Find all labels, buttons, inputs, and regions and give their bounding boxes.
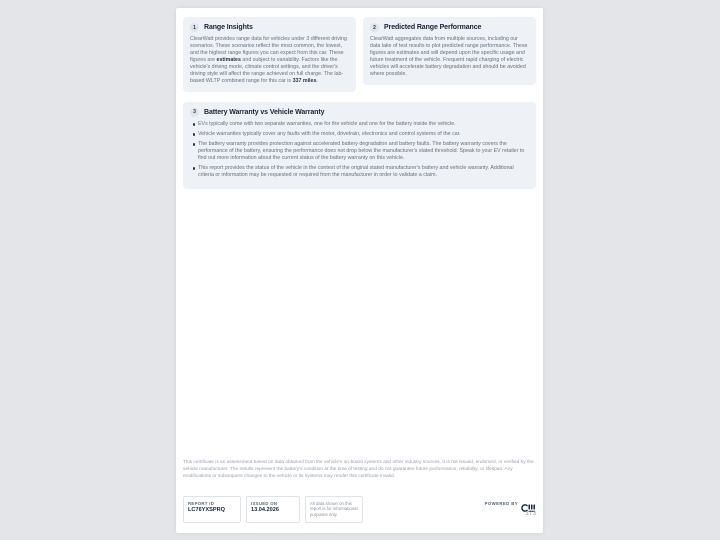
- section-number-badge: 2: [370, 23, 379, 32]
- info-note-box: [305, 496, 363, 523]
- certificate-disclaimer: This certificate is an assessment based on data obtained from the vehicle's on-board systems and other industry sources. It is not issued, endorsed, or verified by the vehicle manufacturer. The results represent the battery's condition at the time of testing and do not guarantee future performance, reliability, or lifespan. Any modifications or subsequent changes to the vehicle or its systems may render this certificate invalid.: [183, 460, 534, 480]
- range-insights-header: [190, 23, 349, 32]
- info-note-text: All data shown on this report is for informational purposes only.: [310, 500, 358, 518]
- body-text: .: [316, 77, 318, 84]
- warranty-bullet: The battery warranty provides protection against accelerated battery degradation and battery faults. The battery warranty covers the performance of the battery, ensuring the performance does not drop below the manufacturer's stated threshold. Speak to your EV retailer to find out more information about the current status of the battery warranty on this vehicle.: [190, 141, 529, 162]
- section-number-badge: 3: [190, 108, 199, 117]
- issued-on-box: [246, 496, 300, 523]
- predicted-range-body: ClearWatt aggregates data from multiple sources, including our data lake of test results to plot predicted range performance. These figures are estimates and will depend upon the specific usage and future treatment of the vehicle. Frequent rapid charging of electric vehicles will accelerate battery degradation and should be avoided where possible.: [370, 36, 528, 77]
- page-indicator: 3 / 3: [525, 510, 536, 517]
- report-footer: [183, 496, 536, 523]
- predicted-range-header: [370, 23, 529, 32]
- section-number-badge: 1: [190, 23, 199, 32]
- warranty-bullet: This report provides the status of the vehicle in the context of the original stated manufacturer's battery and vehicle warranty. Additional criteria or information may be requested or required from the manufacturer in order to validate a claim.: [190, 165, 529, 179]
- range-insights-card: [183, 17, 356, 92]
- report-id-value: LC76YXSPRQ: [188, 507, 225, 513]
- issued-on-value: 13.04.2026: [251, 507, 279, 513]
- report-id-box: [183, 496, 241, 523]
- warranty-title: Battery Warranty vs Vehicle Warranty: [204, 108, 325, 116]
- predicted-range-title: Predicted Range Performance: [384, 24, 482, 31]
- body-text: and subject to variability. Factors like the vehicle's driving mode, climate control settings, and the driver's driving style will affect the range achieved on full charge. The lab-based WLTP combined range for this car is: [190, 56, 344, 84]
- warranty-header: [190, 108, 529, 117]
- warranty-bullet-list: [190, 121, 529, 179]
- wltp-range-value: 337 miles: [292, 77, 317, 84]
- range-insights-body: [190, 36, 349, 85]
- issued-on-label: ISSUED ON: [251, 500, 278, 506]
- range-insights-title: Range Insights: [204, 24, 253, 31]
- powered-by-row: [485, 499, 536, 507]
- body-text: ClearWatt provides range data for vehicles under 3 different driving scenarios. These scenarios reflect the most common, the lowest, and the highest range figures you can expect from this car. These figures are: [190, 36, 347, 63]
- top-cards-row: [183, 17, 536, 92]
- estimates-emphasis: estimates: [216, 56, 241, 63]
- warranty-bullet: EVs typically come with two separate warranties, one for the vehicle and one for the battery inside the vehicle.: [190, 121, 529, 128]
- warranty-bullet: Vehicle warranties typically cover any faults with the motor, drivetrain, electronics and control systems of the car.: [190, 131, 529, 138]
- clearwatt-logo-icon: [521, 499, 536, 507]
- report-page: [176, 8, 543, 533]
- report-id-label: REPORT ID: [188, 500, 215, 506]
- predicted-range-card: [363, 17, 536, 85]
- footer-right-column: [485, 496, 536, 523]
- warranty-card: [183, 102, 536, 189]
- powered-by-label: POWERED BY: [484, 500, 518, 506]
